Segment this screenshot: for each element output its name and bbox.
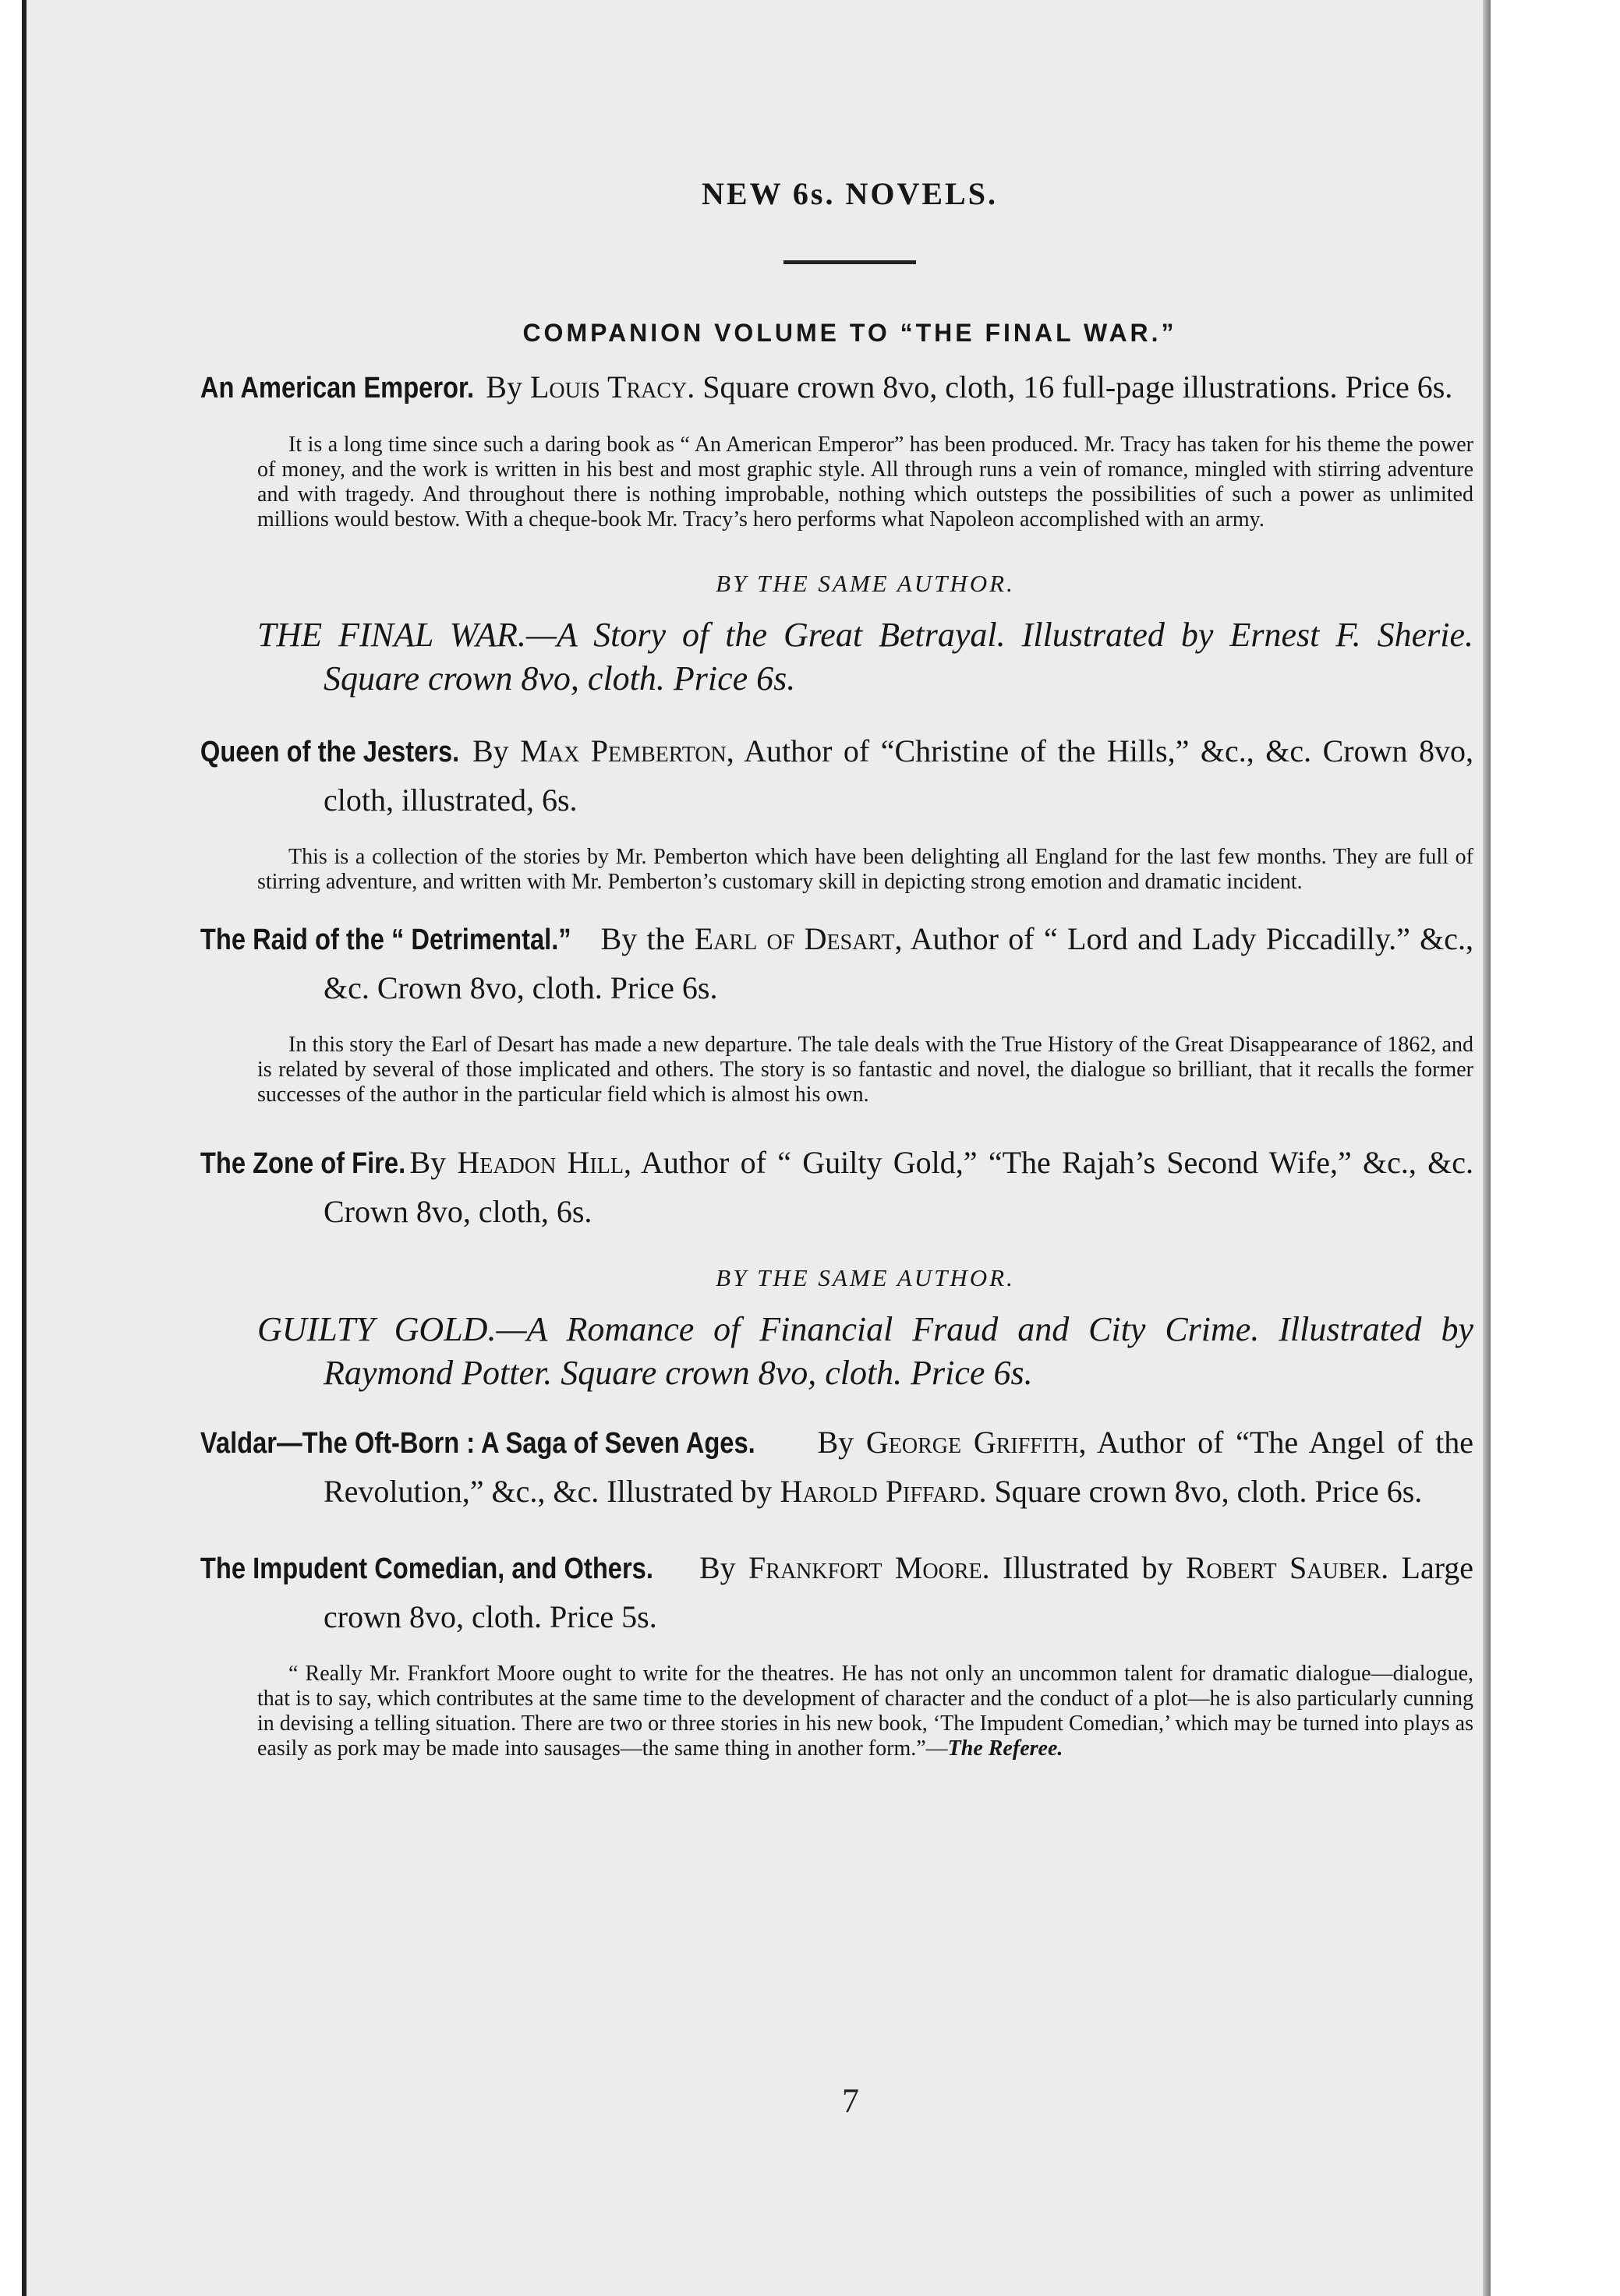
entry-queen-of-the-jesters <box>200 727 1474 825</box>
author-name: Louis Tracy. <box>529 369 695 404</box>
related-title-guilty-gold: GUILTY GOLD.—A Romance of Financial Fraud and City Crime. Illustrated by Raymond Potter. Square crown 8vo, cloth. Price 6s. <box>257 1310 1473 1392</box>
entry-zone-of-fire <box>200 1139 1473 1236</box>
entry-american-emperor <box>200 363 1473 412</box>
by-label: By <box>817 1425 854 1460</box>
author-name: Max Pemberton, <box>520 733 734 768</box>
related-title-final-war: THE FINAL WAR.—A Story of the Great Betrayal. Illustrated by Ernest F. Sherie. Square crown 8vo, cloth. Price 6s. <box>257 616 1473 698</box>
book-title: An American Emperor. <box>200 372 475 404</box>
review-text: “ Really Mr. Frankfort Moore ought to write for the theatres. He has not only an uncommon talent for dramatic dialogue—dialogue, that is to say, which contributes at the same time to the development of character and the conduct of a plot—he is also particularly cunning in devising a telling situation. There are two or three stories in his new book, ‘The Impudent Comedian,’ which may be turned into plays as easily as pork may be made into sausages—the same thing in another form.”— <box>257 1662 1473 1761</box>
book-details: Author of “ Guilty Gold,” “The Rajah’s Second Wife,” &c., &c. Crown 8vo, cloth, 6s. <box>324 1145 1473 1229</box>
book-blurb: In this story the Earl of Desart has made a new departure. The tale deals with the True History of the Great Disappearance of 1862, and is related by several of those implicated and others. The story is so fantastic and novel, the dialogue so brilliant, that it recalls the former successes of the author in the particular field which is almost his own. <box>257 1033 1473 1107</box>
same-author-heading: BY THE SAME AUTHOR. <box>716 1264 1015 1291</box>
book-details: Author of “ Lord and Lady Piccadilly.” &c., &c. Crown 8vo, cloth. Price 6s. <box>324 921 1474 1005</box>
book-details-2: Large crown 8vo, cloth. Price 5s. <box>324 1550 1474 1634</box>
page-content <box>200 175 1474 1761</box>
book-title: Valdar—The Oft-Born : A Saga of Seven Ages. <box>200 1427 755 1460</box>
book-title: Queen of the Jesters. <box>200 736 460 768</box>
by-label: By the <box>600 921 685 956</box>
section-heading: COMPANION VOLUME TO “THE FINAL WAR.” <box>522 319 1177 347</box>
entry-impudent-comedian <box>200 1544 1474 1641</box>
title-divider <box>783 260 916 264</box>
book-title: The Zone of Fire. <box>200 1147 406 1180</box>
review-quote <box>257 1662 1473 1761</box>
book-blurb: This is a collection of the stories by Mr. Pemberton which have been delighting all England for the last few months. They are full of stirring adventure, and written with Mr. Pemberton’s customary skill in depicting strong emotion and dramatic incident. <box>257 845 1473 894</box>
book-title: The Impudent Comedian, and Others. <box>200 1552 653 1585</box>
page-title: NEW 6s. NOVELS. <box>702 176 998 211</box>
author-name: Frankfort Moore. <box>748 1550 990 1585</box>
same-author-heading: BY THE SAME AUTHOR. <box>716 570 1015 597</box>
book-details: Author of “The Angel of the Revolution,” &c., &c. Illustrated by <box>324 1425 1474 1509</box>
left-border-line <box>22 0 27 2296</box>
book-details: Illustrated by <box>1003 1550 1173 1585</box>
review-source: The Referee. <box>947 1736 1063 1761</box>
book-details: Square crown 8vo, cloth, 16 full-page illustrations. Price 6s. <box>702 369 1453 404</box>
author-name: George Griffith, <box>865 1425 1087 1460</box>
by-label: By <box>699 1550 736 1585</box>
entry-raid-of-the-detrimental <box>200 915 1474 1012</box>
by-label: By <box>472 733 509 768</box>
illustrator-name: Robert Sauber. <box>1185 1550 1389 1585</box>
author-name: Headon Hill, <box>457 1145 631 1180</box>
by-label: By <box>409 1145 447 1180</box>
author-name: Earl of Desart, <box>694 921 903 956</box>
illustrator-name: Harold Piffard. <box>780 1474 987 1509</box>
book-details-2: Square crown 8vo, cloth. Price 6s. <box>994 1474 1423 1509</box>
book-title: The Raid of the “ Detrimental.” <box>200 924 571 956</box>
by-label: By <box>486 369 522 404</box>
page-number: 7 <box>842 2082 859 2120</box>
page-edge-shadow <box>1483 0 1491 2296</box>
book-blurb: It is a long time since such a daring book as “ An American Emperor” has been produced. Mr. Tracy has taken for his theme the power of money, and the work is written in his best and most graphic style. All through runs a vein of romance, mingled with stirring adventure and with tragedy. And throughout there is nothing improbable, nothing which outsteps the possibilities of such a power as unlimited millions would bestow. With a cheque-book Mr. Tracy’s hero performs what Napoleon accomplished with an army. <box>257 433 1473 532</box>
entry-valdar <box>200 1418 1474 1516</box>
book-details: Author of “Christine of the Hills,” &c., &c. Crown 8vo, cloth, illustrated, 6s. <box>324 733 1474 818</box>
